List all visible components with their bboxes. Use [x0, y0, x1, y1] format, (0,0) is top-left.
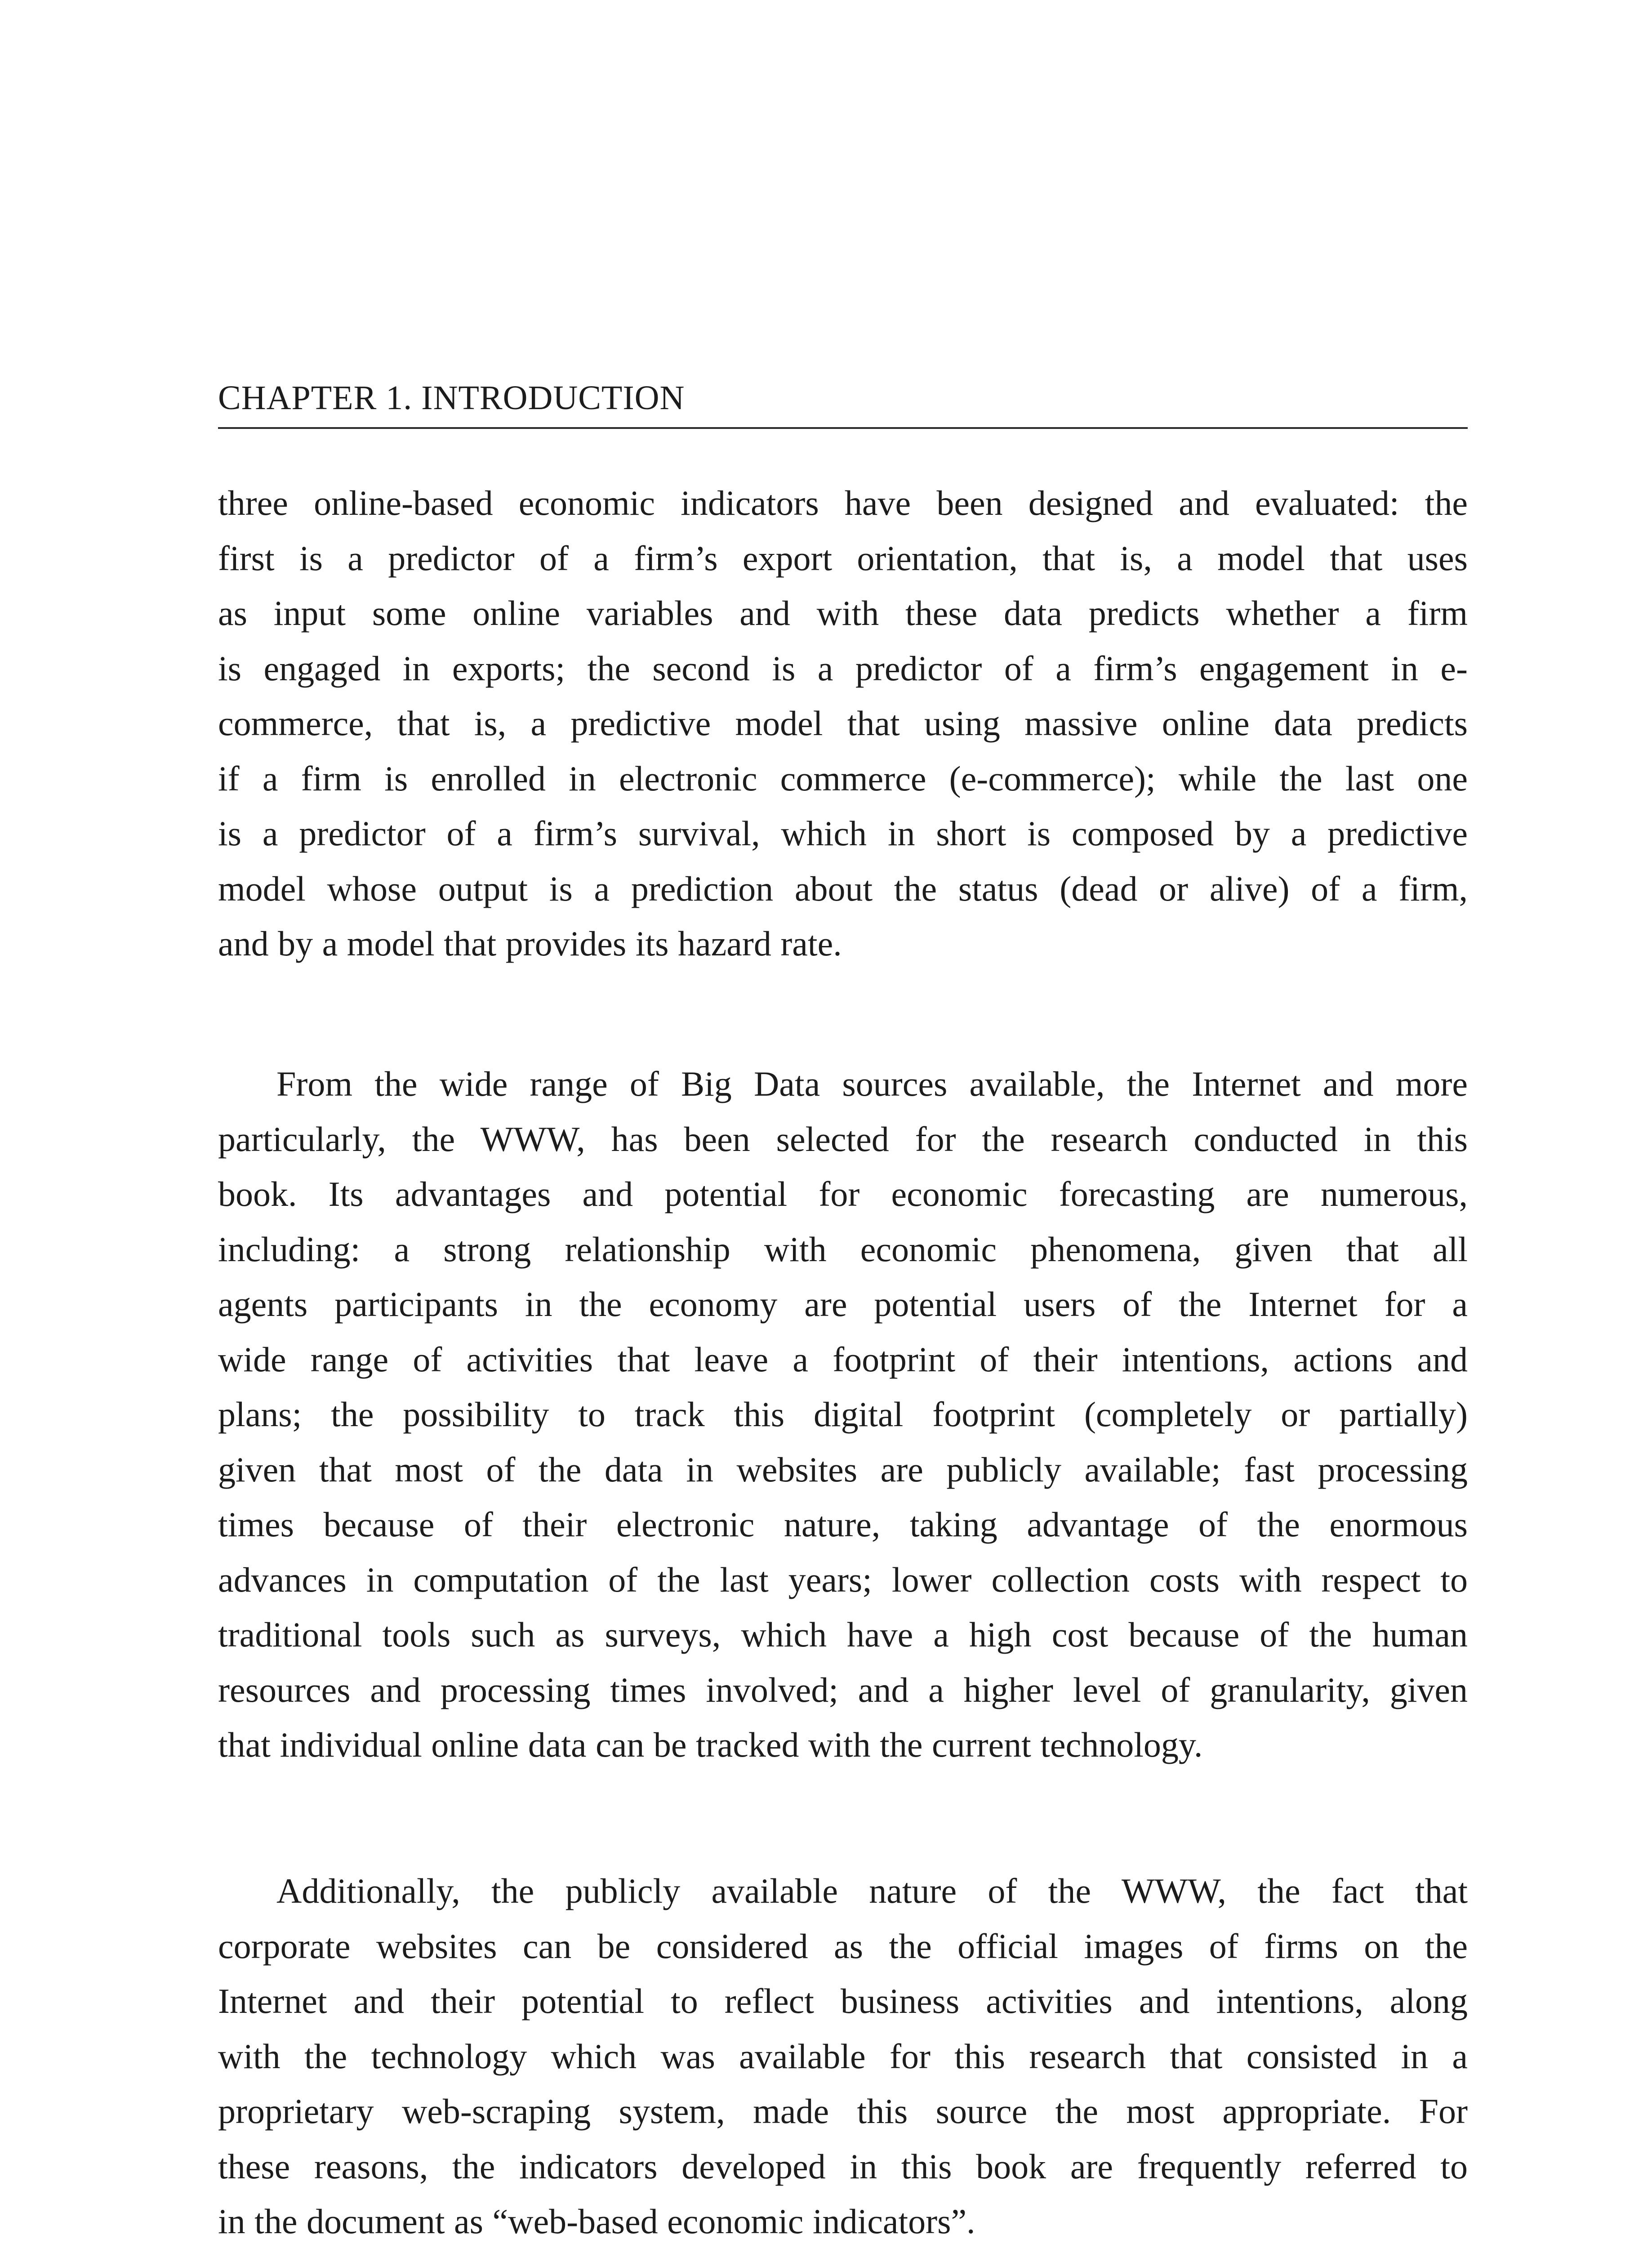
text-line: particularly, the WWW, has been selected for the research conducted in this: [218, 1119, 1468, 1159]
text-line: that individual online data can be tracked with the current technology.: [218, 1725, 1203, 1764]
text-line: model whose output is a prediction about the status (dead or alive) of a firm,: [218, 869, 1468, 908]
text-line: proprietary web-scraping system, made this source the most appropriate. For: [218, 2092, 1468, 2131]
text-line: book. Its advantages and potential for economic forecasting are numerous,: [218, 1174, 1468, 1213]
text-line: first is a predictor of a firm’s export orientation, that is, a model that uses: [218, 538, 1468, 578]
text-line: resources and processing times involved; and a higher level of granularity, given: [218, 1670, 1468, 1709]
text-line: as input some online variables and with these data predicts whether a firm: [218, 593, 1468, 633]
text-line: Internet and their potential to reflect business activities and intentions, along: [218, 1981, 1468, 2021]
text-line: these reasons, the indicators developed in this book are frequently referred to: [218, 2146, 1468, 2186]
text-line: wide range of activities that leave a footprint of their intentions, actions and: [218, 1339, 1468, 1379]
paragraph-1: [218, 476, 1468, 972]
text-line: Additionally, the publicly available nature of the WWW, the fact that: [276, 1871, 1468, 1910]
text-line: plans; the possibility to track this digital footprint (completely or partially): [218, 1395, 1468, 1434]
text-line: advances in computation of the last years; lower collection costs with respect to: [218, 1560, 1468, 1599]
text-line: including: a strong relationship with economic phenomena, given that all: [218, 1229, 1468, 1269]
text-line: is a predictor of a firm’s survival, which in short is composed by a predictive: [218, 814, 1468, 853]
running-head: CHAPTER 1. INTRODUCTION: [218, 379, 685, 417]
text-line: given that most of the data in websites are publicly available; fast processing: [218, 1450, 1468, 1489]
text-line: commerce, that is, a predictive model that using massive online data predicts: [218, 704, 1468, 743]
text-line: times because of their electronic nature, taking advantage of the enormous: [218, 1505, 1468, 1544]
text-line: and by a model that provides its hazard rate.: [218, 924, 842, 963]
text-line: corporate websites can be considered as the official images of firms on the: [218, 1926, 1468, 1966]
text-line: is engaged in exports; the second is a predictor of a firm’s engagement in e-: [218, 648, 1468, 688]
text-line: if a firm is enrolled in electronic commerce (e-commerce); while the last one: [218, 758, 1468, 798]
text-line: in the document as “web-based economic indicators”.: [218, 2202, 975, 2241]
text-line: From the wide range of Big Data sources available, the Internet and more: [276, 1064, 1468, 1103]
text-line: three online-based economic indicators have been designed and evaluated: the: [218, 483, 1468, 522]
paragraph-2: [218, 1057, 1468, 1773]
text-line: with the technology which was available for this research that consisted in a: [218, 2036, 1468, 2076]
header-rule: [218, 427, 1468, 429]
text-line: traditional tools such as surveys, which have a high cost because of the human: [218, 1615, 1468, 1654]
text-line: agents participants in the economy are potential users of the Internet for a: [218, 1285, 1468, 1324]
paragraph-3: [218, 1864, 1468, 2248]
